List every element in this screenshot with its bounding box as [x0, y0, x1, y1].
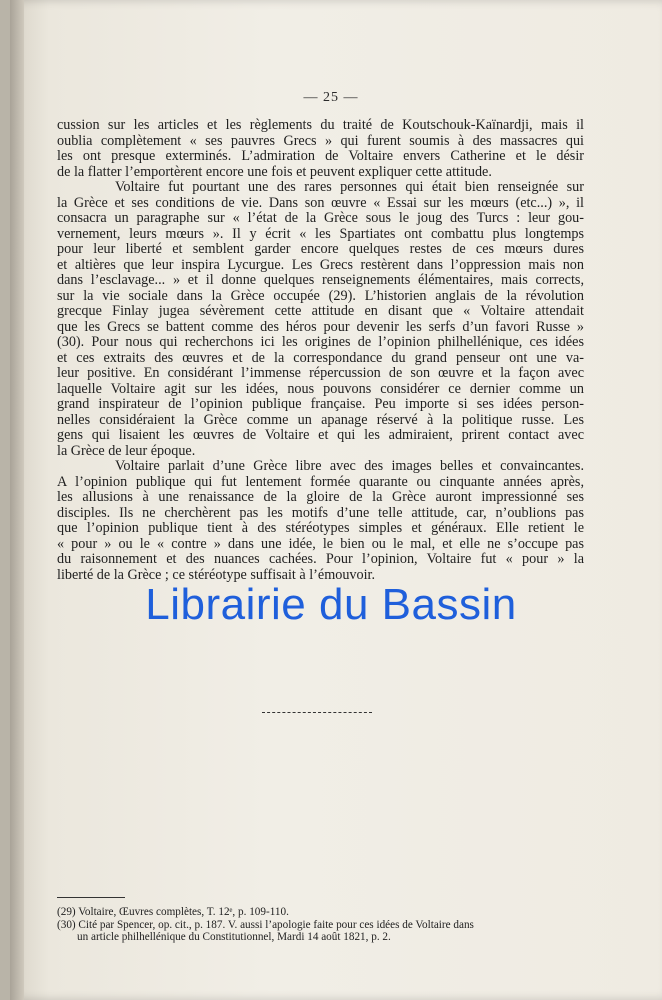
text-line: les allusions à une renaissance de la gloire de la Grèce auront impressionné ses [57, 489, 584, 505]
text-line: cussion sur les articles et les règlements du traité de Koutschouk-Kaïnardji, mais il [57, 117, 584, 133]
text-line: grecque Finlay jugea sévèrement cette attitude en disant que « Voltaire attendait [57, 303, 584, 319]
text-line: la Grèce de leur époque. [57, 442, 196, 459]
text-line: grand inspirateur de l’opinion publique française. Peu importe si ses idées person- [57, 396, 584, 412]
text-line: (30). Pour nous qui recherchons ici les origines de l’opinion philhellénique, ces idées [57, 334, 584, 350]
text-line: A l’opinion publique qui fut lentement formée quarante ou cinquante années après, [57, 473, 584, 490]
text-line: du raisonnement et des nuances cachées. Pour l’opinion, Voltaire fut « pour » la [57, 551, 584, 567]
text-line: et ces extraits des œuvres et de la correspondance du grand penseur ont une va- [57, 349, 584, 366]
page-gutter [10, 0, 24, 1000]
text-line: consacra un paragraphe sur « l’état de la Grèce sous le joug des Turcs : leur gou- [57, 210, 584, 226]
text-line: Voltaire fut pourtant une des rares personnes qui était bien renseignée sur [115, 179, 584, 195]
text-line: gens qui lisaient les œuvres de Voltaire et qui les admiraient, prirent contact avec [57, 427, 584, 443]
text-line: la Grèce et ses conditions de vie. Dans son œuvre « Essai sur les mœurs (etc...) », il [57, 194, 584, 211]
footnote-line: (30) Cité par Spencer, op. cit., p. 187. V. aussi l’apologie faite pour ces idées de Voltaire dans [57, 918, 474, 931]
text-line: de la flatter l’emportèrent encore une fois et peuvent expliquer cette attitude. [57, 163, 492, 180]
text-line: sur la vie sociale dans la Grèce occupée (29). L’historien anglais de la révolution [57, 287, 584, 304]
footnote-line: un article philhellénique du Constitutionnel, Mardi 14 août 1821, p. 2. [77, 931, 391, 943]
text-line: liberté de la Grèce ; ce stéréotype suffisait à l’émouvoir. [57, 566, 376, 583]
text-line: nelles considéraient la Grèce comme un apanage réservé à la politique russe. Les [57, 411, 584, 428]
text-line: et altières que leur inspira Lycurgue. Les Grecs restèrent dans l’oppression mais non [57, 256, 584, 273]
footnotes [57, 906, 584, 944]
text-line: « pour » ou le « contre » dans une idée, le bien ou le mal, et elle ne s’occupe pas [57, 535, 584, 552]
footnote-line: (29) Voltaire, Œuvres complètes, T. 12ᵉ, p. 109-110. [57, 906, 289, 918]
page-number: — 25 — [303, 90, 359, 105]
watermark: Librairie du Bassin [145, 580, 517, 629]
text-line: les ont presque exterminés. L’admiration de Voltaire envers Catherine et le désir [57, 148, 584, 164]
text-line: laquelle Voltaire agit sur les idées, nous pouvons considérer ce dernier comme un [57, 380, 584, 397]
footnote-rule [57, 897, 125, 898]
body-text [57, 118, 584, 583]
text-line: disciples. Ils ne cherchèrent pas les motifs d’une telle attitude, car, n’oublions pas [57, 504, 584, 521]
text-line: Voltaire parlait d’une Grèce libre avec des images belles et convaincantes. [115, 458, 584, 474]
text-line: dans l’esclavage... » et il donne quelques renseignements élémentaires, mais corrects, [57, 272, 584, 288]
text-line: que les Grecs se battent comme des héros pour devenir les serfs d’un favori Russe » [57, 318, 584, 335]
text-line: vernement, leurs mœurs ». Il y écrit « les Spartiates ont combattu plus longtemps [57, 225, 584, 242]
text-line: leur positive. En considérant l’immense répercussion de son œuvre et la façon avec [57, 365, 584, 381]
text-line: pour leur liberté et semblent garder encore quelques restes de ces mœurs dures [57, 241, 584, 257]
text-line: que l’opinion publique tient à des stéréotypes simples et généraux. Elle retient le [57, 520, 584, 536]
section-separator [262, 712, 372, 713]
text-line: oublia complètement « ses pauvres Grecs » qui furent soumis à des massacres qui [57, 132, 584, 149]
